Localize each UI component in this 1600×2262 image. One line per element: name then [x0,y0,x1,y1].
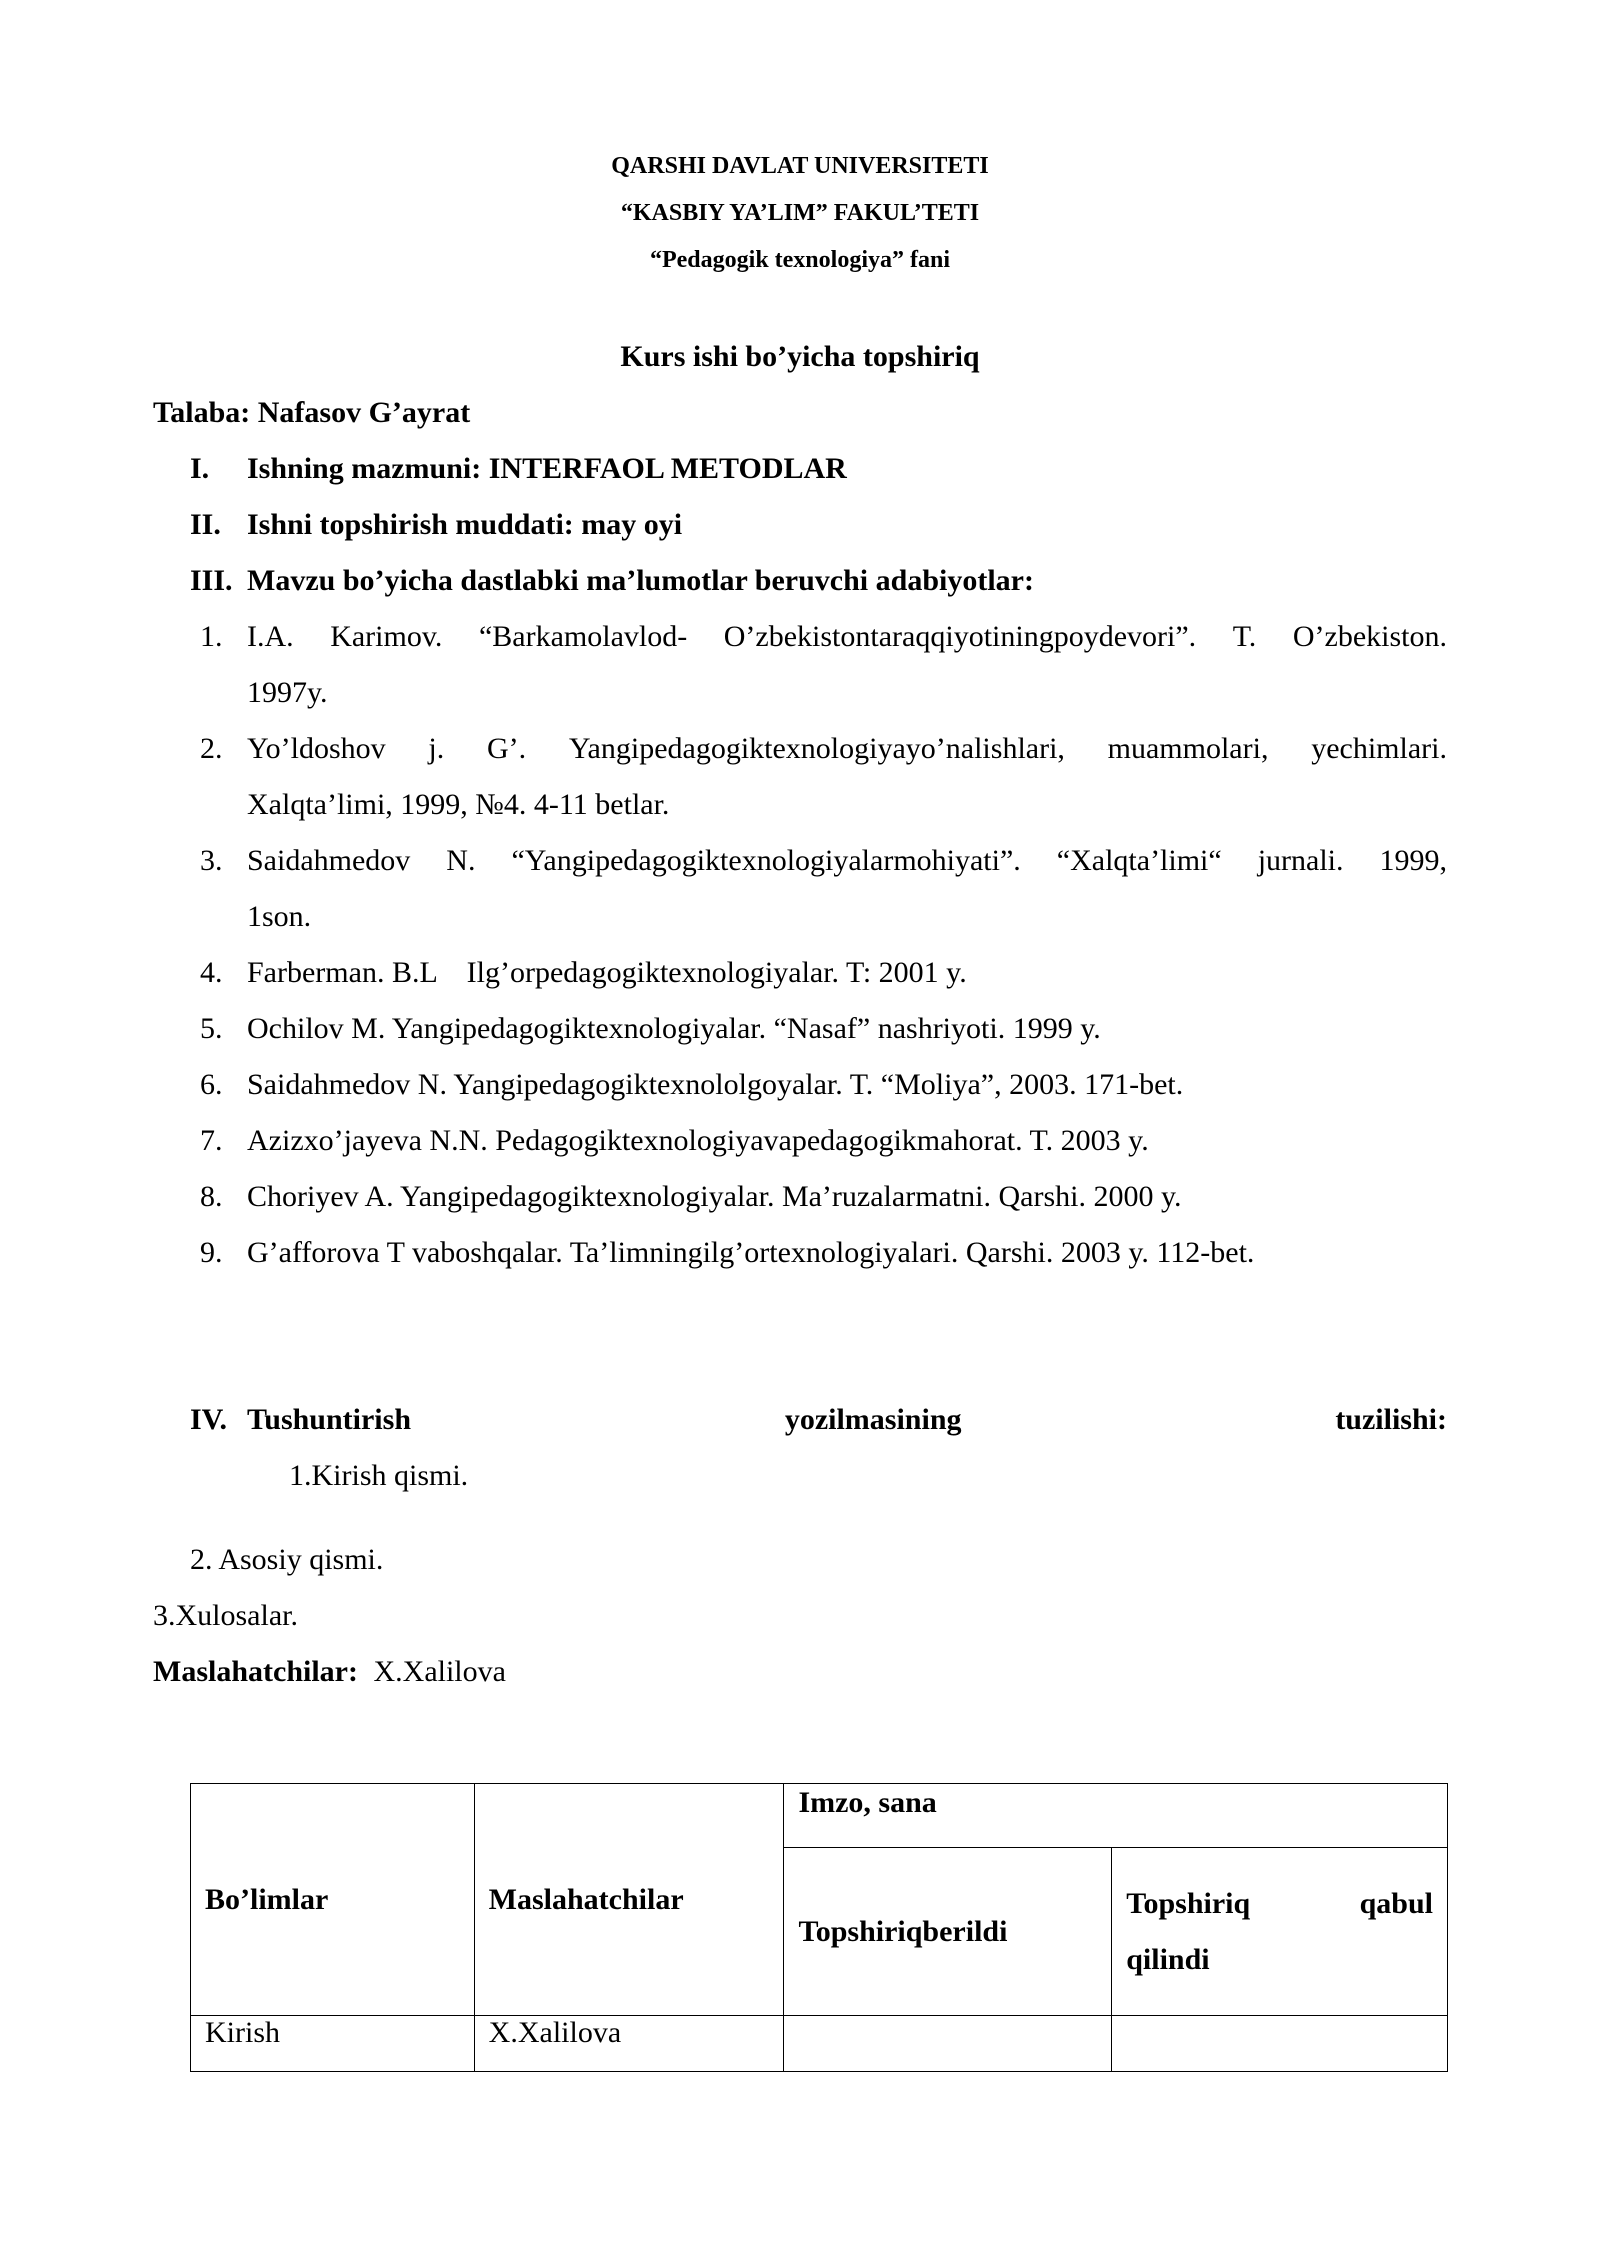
reference-word: Yangipedagogiktexnologiyayo’nalishlari, [568,732,1065,765]
reference-word: “Xalqta’limi“ [1056,844,1222,877]
reference-word: 1999, [1379,844,1447,877]
reference-word: Yo’ldoshov [247,732,386,765]
reference-item: G’afforova T vaboshqalar. Ta’limningilg’ortexnologiyalari. Qarshi. 2003 y. 112-bet. [247,1236,1255,1269]
header-word: Topshiriq [1126,1886,1251,1920]
header-accepted [1112,1848,1448,2016]
faculty-name: “KASBIY YA’LIM” FAKUL’TETI [620,200,980,226]
cell-advisor: X.Xalilova [474,2016,784,2072]
section-word: Tushuntirish [247,1403,412,1436]
subject-name: “Pedagogik texnologiya” fani [649,247,950,273]
reference-word: “Barkamolavlod- [478,620,688,653]
reference-word: I.A. [247,620,294,653]
table-row [191,2016,1448,2072]
structure-item-3: 3.Xulosalar. [153,1599,298,1632]
section-4-text [247,1403,1447,1437]
cell-section: Kirish [191,2016,475,2072]
reference-word: jurnali. [1257,844,1344,877]
reference-word: j. [428,732,445,765]
reference-item [247,620,1447,654]
reference-item: Ochilov M. Yangipedagogiktexnologiyalar. “Nasaf” nashriyoti. 1999 y. [247,1012,1101,1045]
reference-item: Azizxo’jayeva N.N. Pedagogiktexnologiyavapedagogikmahorat. T. 2003 y. [247,1124,1149,1157]
reference-item: Choriyev A. Yangipedagogiktexnologiyalar. Ma’ruzalarmatni. Qarshi. 2000 y. [247,1180,1182,1213]
header-word: qabul [1359,1886,1433,1920]
reference-continuation: 1son. [247,900,312,933]
reference-number: 2. [200,732,223,765]
reference-item: Saidahmedov N. Yangipedagogiktexnololgoyalar. T. “Moliya”, 2003. 171-bet. [247,1068,1184,1101]
reference-word: N. [446,844,476,877]
reference-word: muammolari, [1107,732,1269,765]
advisor-line [153,1655,506,1689]
cell-given [784,2016,1112,2072]
reference-word: O’zbekiston. [1292,620,1447,653]
advisor-label: Maslahatchilar: [153,1655,358,1688]
reference-word: Saidahmedov [247,844,411,877]
reference-number: 6. [200,1068,223,1101]
reference-number: 1. [200,620,223,653]
header-sections: Bo’limlar [191,1784,475,2016]
reference-item [247,732,1447,766]
header-signature: Imzo, sana [784,1784,1448,1848]
reference-word: G’. [486,732,527,765]
advisor-name: X.Xalilova [373,1655,506,1688]
student-name: Talaba: Nafasov G’ayrat [153,396,471,429]
header-word: qilindi [1126,1942,1210,1976]
structure-item-1: 1.Kirish qismi. [289,1459,469,1492]
reference-word: Karimov. [330,620,443,653]
section-number: III. [190,564,233,597]
section-word: yozilmasining [784,1403,962,1436]
reference-continuation: Xalqta’limi, 1999, №4. 4-11 betlar. [247,788,670,821]
section-number: I. [190,452,210,485]
university-name: QARSHI DAVLAT UNIVERSITETI [611,153,989,179]
header-advisors: Maslahatchilar [474,1784,784,2016]
reference-word: O’zbekistontaraqqiyotiningpoydevori”. [723,620,1197,653]
reference-continuation: 1997y. [247,676,328,709]
structure-item-2: 2. Asosiy qismi. [190,1543,384,1576]
reference-number: 9. [200,1236,223,1269]
reference-item [247,844,1447,878]
section-text: Ishni topshirish muddati: may oyi [247,508,683,541]
table-header-row [191,1784,1448,1848]
reference-number: 5. [200,1012,223,1045]
header-given: Topshiriqberildi [784,1848,1112,2016]
section-word: tuzilishi: [1335,1403,1447,1436]
section-number: II. [190,508,221,541]
page-title: Kurs ishi bo’yicha topshiriq [620,340,980,373]
reference-number: 8. [200,1180,223,1213]
reference-number: 7. [200,1124,223,1157]
section-number: IV. [190,1403,227,1436]
reference-number: 4. [200,956,223,989]
reference-word: “Yangipedagogiktexnologiyalarmohiyati”. [511,844,1021,877]
reference-word: T. [1232,620,1257,653]
section-text: Mavzu bo’yicha dastlabki ma’lumotlar beruvchi adabiyotlar: [247,564,1034,597]
reference-number: 3. [200,844,223,877]
cell-accepted [1112,2016,1448,2072]
reference-item: Farberman. B.L Ilg’orpedagogiktexnologiyalar. T: 2001 y. [247,956,967,989]
section-text: Ishning mazmuni: INTERFAOL METODLAR [247,452,847,485]
reference-word: yechimlari. [1311,732,1447,765]
assignment-table [190,1783,1448,2072]
